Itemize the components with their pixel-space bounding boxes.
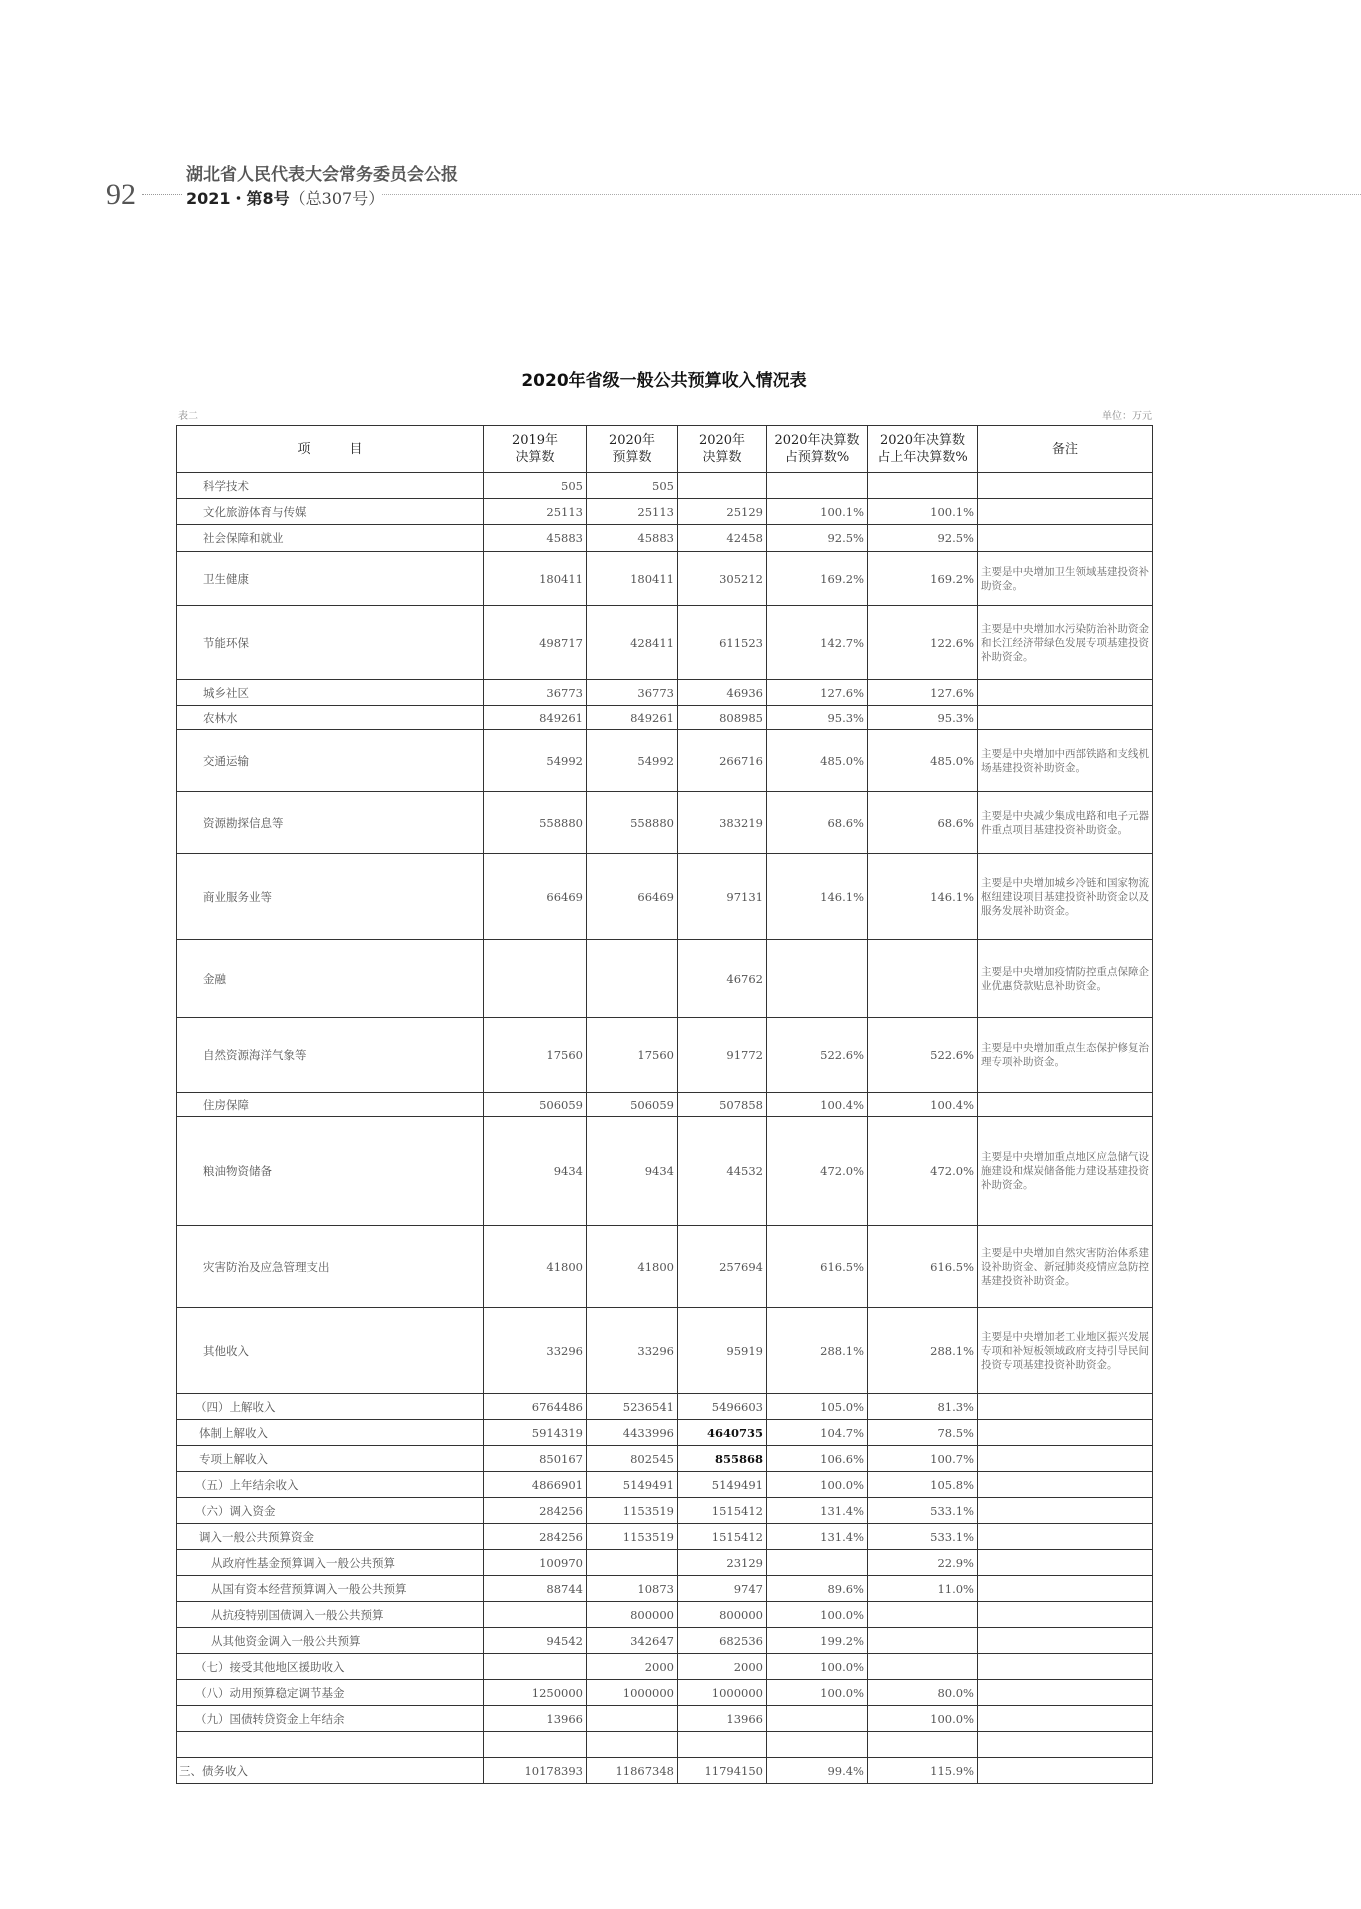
cell-pct-of-budget	[767, 473, 868, 499]
cell-2019-final: 66469	[484, 854, 587, 940]
header-2020-final: 2020年 决算数	[678, 426, 767, 473]
row-item-name: 农林水	[177, 706, 484, 730]
cell-remarks	[978, 1472, 1153, 1498]
cell-remarks	[978, 1706, 1153, 1732]
cell-2020-final: 95919	[678, 1308, 767, 1394]
cell-2020-budget: 41800	[587, 1226, 678, 1308]
row-item-name: 文化旅游体育与传媒	[177, 499, 484, 525]
cell-remarks	[978, 680, 1153, 706]
cell-pct-of-budget: 131.4%	[767, 1524, 868, 1550]
cell-2020-budget: 36773	[587, 680, 678, 706]
row-item-name: （六）调入资金	[177, 1498, 484, 1524]
row-item-name: 住房保障	[177, 1093, 484, 1117]
cell-pct-of-last-year: 92.5%	[868, 525, 978, 552]
cell-2019-final: 54992	[484, 730, 587, 792]
table-row	[177, 730, 1153, 792]
cell-pct-of-budget: 288.1%	[767, 1308, 868, 1394]
row-item-name: 交通运输	[177, 730, 484, 792]
cell-2019-final: 4866901	[484, 1472, 587, 1498]
cell-2020-budget: 66469	[587, 854, 678, 940]
cell-remarks	[978, 1446, 1153, 1472]
table-row	[177, 1576, 1153, 1602]
row-item-name: （八）动用预算稳定调节基金	[177, 1680, 484, 1706]
table-row	[177, 680, 1153, 706]
cell-pct-of-last-year: 533.1%	[868, 1498, 978, 1524]
cell-remarks	[978, 1394, 1153, 1420]
cell-pct-of-budget: 95.3%	[767, 706, 868, 730]
row-item-name: 自然资源海洋气象等	[177, 1018, 484, 1093]
cell-remarks: 主要是中央增加疫情防控重点保障企业优惠贷款贴息补助资金。	[978, 940, 1153, 1018]
cell-2019-final: 25113	[484, 499, 587, 525]
cell-pct-of-last-year: 127.6%	[868, 680, 978, 706]
cell-pct-of-budget: 131.4%	[767, 1498, 868, 1524]
cell-remarks: 主要是中央增加水污染防治补助资金和长江经济带绿色发展专项基建投资补助资金。	[978, 606, 1153, 680]
cell-pct-of-last-year: 169.2%	[868, 552, 978, 606]
row-item-name: 专项上解收入	[177, 1446, 484, 1472]
cell-2020-budget: 505	[587, 473, 678, 499]
table-row	[177, 525, 1153, 552]
row-item-name: （九）国债转贷资金上年结余	[177, 1706, 484, 1732]
row-item-name	[177, 1732, 484, 1758]
cell-2019-final: 13966	[484, 1706, 587, 1732]
cell-2019-final: 498717	[484, 606, 587, 680]
table-row	[177, 1226, 1153, 1308]
cell-pct-of-budget: 169.2%	[767, 552, 868, 606]
cell-2020-final: 46936	[678, 680, 767, 706]
cell-2020-budget	[587, 1550, 678, 1576]
row-item-name: 三、债务收入	[177, 1758, 484, 1784]
row-item-name: （四）上解收入	[177, 1394, 484, 1420]
cell-remarks: 主要是中央增加中西部铁路和支线机场基建投资补助资金。	[978, 730, 1153, 792]
cell-2020-final: 5149491	[678, 1472, 767, 1498]
cell-remarks: 主要是中央增加卫生领域基建投资补助资金。	[978, 552, 1153, 606]
cell-2020-final: 257694	[678, 1226, 767, 1308]
budget-revenue-table	[176, 425, 1153, 1784]
table-row	[177, 1628, 1153, 1654]
cell-2020-budget: 428411	[587, 606, 678, 680]
cell-pct-of-budget: 199.2%	[767, 1628, 868, 1654]
cell-2020-final: 2000	[678, 1654, 767, 1680]
cell-pct-of-budget: 146.1%	[767, 854, 868, 940]
table-row	[177, 473, 1153, 499]
cell-2019-final: 506059	[484, 1093, 587, 1117]
cell-2019-final: 94542	[484, 1628, 587, 1654]
cell-2020-budget: 180411	[587, 552, 678, 606]
table-row	[177, 940, 1153, 1018]
cell-2020-budget: 849261	[587, 706, 678, 730]
cell-2019-final	[484, 1602, 587, 1628]
cell-2020-final: 808985	[678, 706, 767, 730]
row-item-name: 金融	[177, 940, 484, 1018]
cell-2019-final: 9434	[484, 1117, 587, 1226]
cell-2020-budget: 5236541	[587, 1394, 678, 1420]
cell-2019-final	[484, 940, 587, 1018]
cell-pct-of-last-year: 22.9%	[868, 1550, 978, 1576]
cell-remarks	[978, 1628, 1153, 1654]
cell-2020-final: 44532	[678, 1117, 767, 1226]
cell-pct-of-budget: 522.6%	[767, 1018, 868, 1093]
row-item-name: （七）接受其他地区援助收入	[177, 1654, 484, 1680]
cell-2020-budget	[587, 1732, 678, 1758]
cell-2020-final: 682536	[678, 1628, 767, 1654]
cell-2019-final: 849261	[484, 706, 587, 730]
cell-2020-final: 5496603	[678, 1394, 767, 1420]
cell-pct-of-last-year	[868, 1732, 978, 1758]
cell-2020-budget: 45883	[587, 525, 678, 552]
cell-2020-budget: 1153519	[587, 1524, 678, 1550]
cell-pct-of-last-year: 95.3%	[868, 706, 978, 730]
issue-number	[186, 186, 384, 209]
cell-2020-budget: 4433996	[587, 1420, 678, 1446]
cell-pct-of-budget	[767, 940, 868, 1018]
cell-2020-final: 97131	[678, 854, 767, 940]
cell-2019-final: 284256	[484, 1498, 587, 1524]
table-row	[177, 606, 1153, 680]
row-item-name: 调入一般公共预算资金	[177, 1524, 484, 1550]
cell-2020-final: 23129	[678, 1550, 767, 1576]
cell-pct-of-last-year	[868, 1628, 978, 1654]
cell-pct-of-last-year	[868, 473, 978, 499]
row-item-name: 城乡社区	[177, 680, 484, 706]
cell-2019-final: 1250000	[484, 1680, 587, 1706]
cell-2020-budget: 1153519	[587, 1498, 678, 1524]
cell-2019-final: 10178393	[484, 1758, 587, 1784]
cell-2019-final: 17560	[484, 1018, 587, 1093]
table-title: 2020年省级一般公共预算收入情况表	[521, 371, 807, 391]
cell-pct-of-budget: 104.7%	[767, 1420, 868, 1446]
row-item-name: 从其他资金调入一般公共预算	[177, 1628, 484, 1654]
table-row	[177, 552, 1153, 606]
unit-label: 单位：万元	[1102, 411, 1152, 422]
issue-total: （总307号）	[289, 189, 385, 208]
cell-2020-final: 1515412	[678, 1524, 767, 1550]
cell-2020-final: 800000	[678, 1602, 767, 1628]
row-item-name: 商业服务业等	[177, 854, 484, 940]
cell-pct-of-last-year: 68.6%	[868, 792, 978, 854]
cell-remarks	[978, 1758, 1153, 1784]
cell-pct-of-last-year: 100.0%	[868, 1706, 978, 1732]
cell-remarks	[978, 525, 1153, 552]
cell-pct-of-budget: 485.0%	[767, 730, 868, 792]
row-item-name: 从国有资本经营预算调入一般公共预算	[177, 1576, 484, 1602]
cell-2020-budget: 9434	[587, 1117, 678, 1226]
cell-2020-budget: 10873	[587, 1576, 678, 1602]
cell-pct-of-budget: 105.0%	[767, 1394, 868, 1420]
cell-pct-of-budget: 89.6%	[767, 1576, 868, 1602]
cell-2020-final: 611523	[678, 606, 767, 680]
cell-2019-final: 45883	[484, 525, 587, 552]
cell-pct-of-budget: 616.5%	[767, 1226, 868, 1308]
table-row	[177, 1706, 1153, 1732]
table-row	[177, 1758, 1153, 1784]
cell-2020-final: 266716	[678, 730, 767, 792]
cell-2020-final: 46762	[678, 940, 767, 1018]
cell-remarks: 主要是中央增加重点地区应急储气设施建设和煤炭储备能力建设基建投资补助资金。	[978, 1117, 1153, 1226]
cell-pct-of-budget	[767, 1732, 868, 1758]
cell-pct-of-last-year: 100.1%	[868, 499, 978, 525]
cell-pct-of-budget: 106.6%	[767, 1446, 868, 1472]
cell-2020-final: 91772	[678, 1018, 767, 1093]
cell-2019-final: 5914319	[484, 1420, 587, 1446]
cell-pct-of-last-year: 522.6%	[868, 1018, 978, 1093]
cell-2019-final	[484, 1654, 587, 1680]
cell-2020-final	[678, 473, 767, 499]
cell-2019-final: 100970	[484, 1550, 587, 1576]
issue-label: 2021・第8号	[186, 189, 290, 208]
cell-remarks	[978, 473, 1153, 499]
cell-pct-of-last-year: 472.0%	[868, 1117, 978, 1226]
cell-2019-final: 33296	[484, 1308, 587, 1394]
table-row	[177, 792, 1153, 854]
cell-pct-of-budget: 472.0%	[767, 1117, 868, 1226]
table-row	[177, 1308, 1153, 1394]
cell-2020-budget: 802545	[587, 1446, 678, 1472]
cell-2020-final: 13966	[678, 1706, 767, 1732]
header-item: 项 目	[177, 426, 484, 473]
cell-2020-final: 4640735	[678, 1420, 767, 1446]
row-item-name: 资源勘探信息等	[177, 792, 484, 854]
cell-2020-final: 507858	[678, 1093, 767, 1117]
cell-2020-budget: 33296	[587, 1308, 678, 1394]
cell-pct-of-last-year: 485.0%	[868, 730, 978, 792]
header-2020-budget: 2020年 预算数	[587, 426, 678, 473]
cell-pct-of-last-year: 105.8%	[868, 1472, 978, 1498]
cell-2020-final: 1515412	[678, 1498, 767, 1524]
cell-remarks	[978, 1524, 1153, 1550]
cell-2020-final: 9747	[678, 1576, 767, 1602]
cell-2020-final: 383219	[678, 792, 767, 854]
cell-remarks: 主要是中央增加城乡冷链和国家物流枢纽建设项目基建投资补助资金以及服务发展补助资金。	[978, 854, 1153, 940]
cell-2020-budget: 5149491	[587, 1472, 678, 1498]
table-row	[177, 1394, 1153, 1420]
table-row	[177, 1732, 1153, 1758]
row-item-name: 体制上解收入	[177, 1420, 484, 1446]
cell-2020-final: 1000000	[678, 1680, 767, 1706]
cell-pct-of-last-year: 533.1%	[868, 1524, 978, 1550]
cell-pct-of-last-year	[868, 1602, 978, 1628]
cell-remarks: 主要是中央增加重点生态保护修复治理专项补助资金。	[978, 1018, 1153, 1093]
cell-pct-of-budget: 127.6%	[767, 680, 868, 706]
cell-remarks	[978, 706, 1153, 730]
cell-2020-budget: 25113	[587, 499, 678, 525]
cell-pct-of-last-year: 81.3%	[868, 1394, 978, 1420]
cell-2020-budget: 2000	[587, 1654, 678, 1680]
cell-pct-of-last-year: 11.0%	[868, 1576, 978, 1602]
cell-pct-of-budget: 92.5%	[767, 525, 868, 552]
cell-remarks	[978, 1602, 1153, 1628]
cell-pct-of-budget: 68.6%	[767, 792, 868, 854]
cell-pct-of-budget: 100.0%	[767, 1680, 868, 1706]
cell-2020-final: 42458	[678, 525, 767, 552]
header-2019-final: 2019年 决算数	[484, 426, 587, 473]
table-row	[177, 1446, 1153, 1472]
cell-pct-of-last-year: 115.9%	[868, 1758, 978, 1784]
cell-remarks	[978, 1420, 1153, 1446]
page-number: 92	[106, 178, 136, 211]
cell-pct-of-last-year: 78.5%	[868, 1420, 978, 1446]
cell-remarks: 主要是中央增加自然灾害防治体系建设补助资金、新冠肺炎疫情应急防控基建投资补助资金。	[978, 1226, 1153, 1308]
cell-2020-budget	[587, 1706, 678, 1732]
cell-2019-final: 284256	[484, 1524, 587, 1550]
table-header-row	[177, 426, 1153, 473]
cell-2020-budget: 17560	[587, 1018, 678, 1093]
cell-remarks: 主要是中央增加老工业地区振兴发展专项和补短板领域政府支持引导民间投资专项基建投资补助资金。	[978, 1308, 1153, 1394]
cell-pct-of-last-year: 100.4%	[868, 1093, 978, 1117]
cell-pct-of-last-year: 616.5%	[868, 1226, 978, 1308]
header-dotted-rule-right	[382, 194, 1361, 195]
row-item-name: 科学技术	[177, 473, 484, 499]
header-pct-of-budget: 2020年决算数 占预算数%	[767, 426, 868, 473]
table-row	[177, 1018, 1153, 1093]
row-item-name: 灾害防治及应急管理支出	[177, 1226, 484, 1308]
table-number: 表二	[178, 411, 198, 422]
cell-2020-final: 855868	[678, 1446, 767, 1472]
cell-2020-budget: 1000000	[587, 1680, 678, 1706]
cell-pct-of-budget: 99.4%	[767, 1758, 868, 1784]
cell-2019-final: 36773	[484, 680, 587, 706]
cell-pct-of-budget: 100.0%	[767, 1654, 868, 1680]
cell-2020-final: 11794150	[678, 1758, 767, 1784]
row-item-name: 从抗疫特别国债调入一般公共预算	[177, 1602, 484, 1628]
row-item-name: 从政府性基金预算调入一般公共预算	[177, 1550, 484, 1576]
cell-2019-final: 180411	[484, 552, 587, 606]
row-item-name: 卫生健康	[177, 552, 484, 606]
cell-remarks	[978, 1680, 1153, 1706]
cell-pct-of-budget	[767, 1706, 868, 1732]
cell-2020-budget: 11867348	[587, 1758, 678, 1784]
journal-title: 湖北省人民代表大会常务委员会公报	[186, 165, 458, 185]
cell-pct-of-budget: 100.1%	[767, 499, 868, 525]
cell-pct-of-last-year	[868, 940, 978, 1018]
cell-remarks	[978, 1732, 1153, 1758]
cell-pct-of-last-year: 146.1%	[868, 854, 978, 940]
cell-2020-final: 25129	[678, 499, 767, 525]
table-row	[177, 1117, 1153, 1226]
cell-2020-final	[678, 1732, 767, 1758]
cell-2020-budget: 800000	[587, 1602, 678, 1628]
cell-2020-budget: 506059	[587, 1093, 678, 1117]
table-row	[177, 1680, 1153, 1706]
table-row	[177, 1093, 1153, 1117]
row-item-name: 节能环保	[177, 606, 484, 680]
cell-pct-of-last-year: 288.1%	[868, 1308, 978, 1394]
table-row	[177, 1524, 1153, 1550]
table-row	[177, 1472, 1153, 1498]
cell-2019-final: 41800	[484, 1226, 587, 1308]
row-item-name: 其他收入	[177, 1308, 484, 1394]
row-item-name: 粮油物资储备	[177, 1117, 484, 1226]
table-row	[177, 1602, 1153, 1628]
cell-2020-budget: 54992	[587, 730, 678, 792]
cell-2019-final: 6764486	[484, 1394, 587, 1420]
cell-2019-final: 558880	[484, 792, 587, 854]
cell-pct-of-budget: 100.0%	[767, 1602, 868, 1628]
cell-2019-final	[484, 1732, 587, 1758]
table-row	[177, 1420, 1153, 1446]
cell-2020-final: 305212	[678, 552, 767, 606]
table-row	[177, 1498, 1153, 1524]
cell-remarks	[978, 1093, 1153, 1117]
cell-2019-final: 88744	[484, 1576, 587, 1602]
cell-pct-of-budget	[767, 1550, 868, 1576]
cell-remarks	[978, 1550, 1153, 1576]
cell-pct-of-budget: 142.7%	[767, 606, 868, 680]
cell-pct-of-budget: 100.0%	[767, 1472, 868, 1498]
cell-remarks	[978, 1576, 1153, 1602]
table-row	[177, 1550, 1153, 1576]
cell-pct-of-last-year: 100.7%	[868, 1446, 978, 1472]
cell-remarks	[978, 499, 1153, 525]
cell-2019-final: 505	[484, 473, 587, 499]
table-row	[177, 1654, 1153, 1680]
cell-pct-of-budget: 100.4%	[767, 1093, 868, 1117]
cell-remarks	[978, 1654, 1153, 1680]
cell-2020-budget	[587, 940, 678, 1018]
cell-2020-budget: 342647	[587, 1628, 678, 1654]
header-remarks: 备注	[978, 426, 1153, 473]
header-dotted-rule	[142, 194, 182, 195]
cell-remarks: 主要是中央减少集成电路和电子元器件重点项目基建投资补助资金。	[978, 792, 1153, 854]
header-pct-of-last-year: 2020年决算数 占上年决算数%	[868, 426, 978, 473]
row-item-name: 社会保障和就业	[177, 525, 484, 552]
table-row	[177, 706, 1153, 730]
cell-pct-of-last-year	[868, 1654, 978, 1680]
table-row	[177, 499, 1153, 525]
cell-pct-of-last-year: 122.6%	[868, 606, 978, 680]
cell-remarks	[978, 1498, 1153, 1524]
cell-2020-budget: 558880	[587, 792, 678, 854]
cell-2019-final: 850167	[484, 1446, 587, 1472]
row-item-name: （五）上年结余收入	[177, 1472, 484, 1498]
table-row	[177, 854, 1153, 940]
cell-pct-of-last-year: 80.0%	[868, 1680, 978, 1706]
